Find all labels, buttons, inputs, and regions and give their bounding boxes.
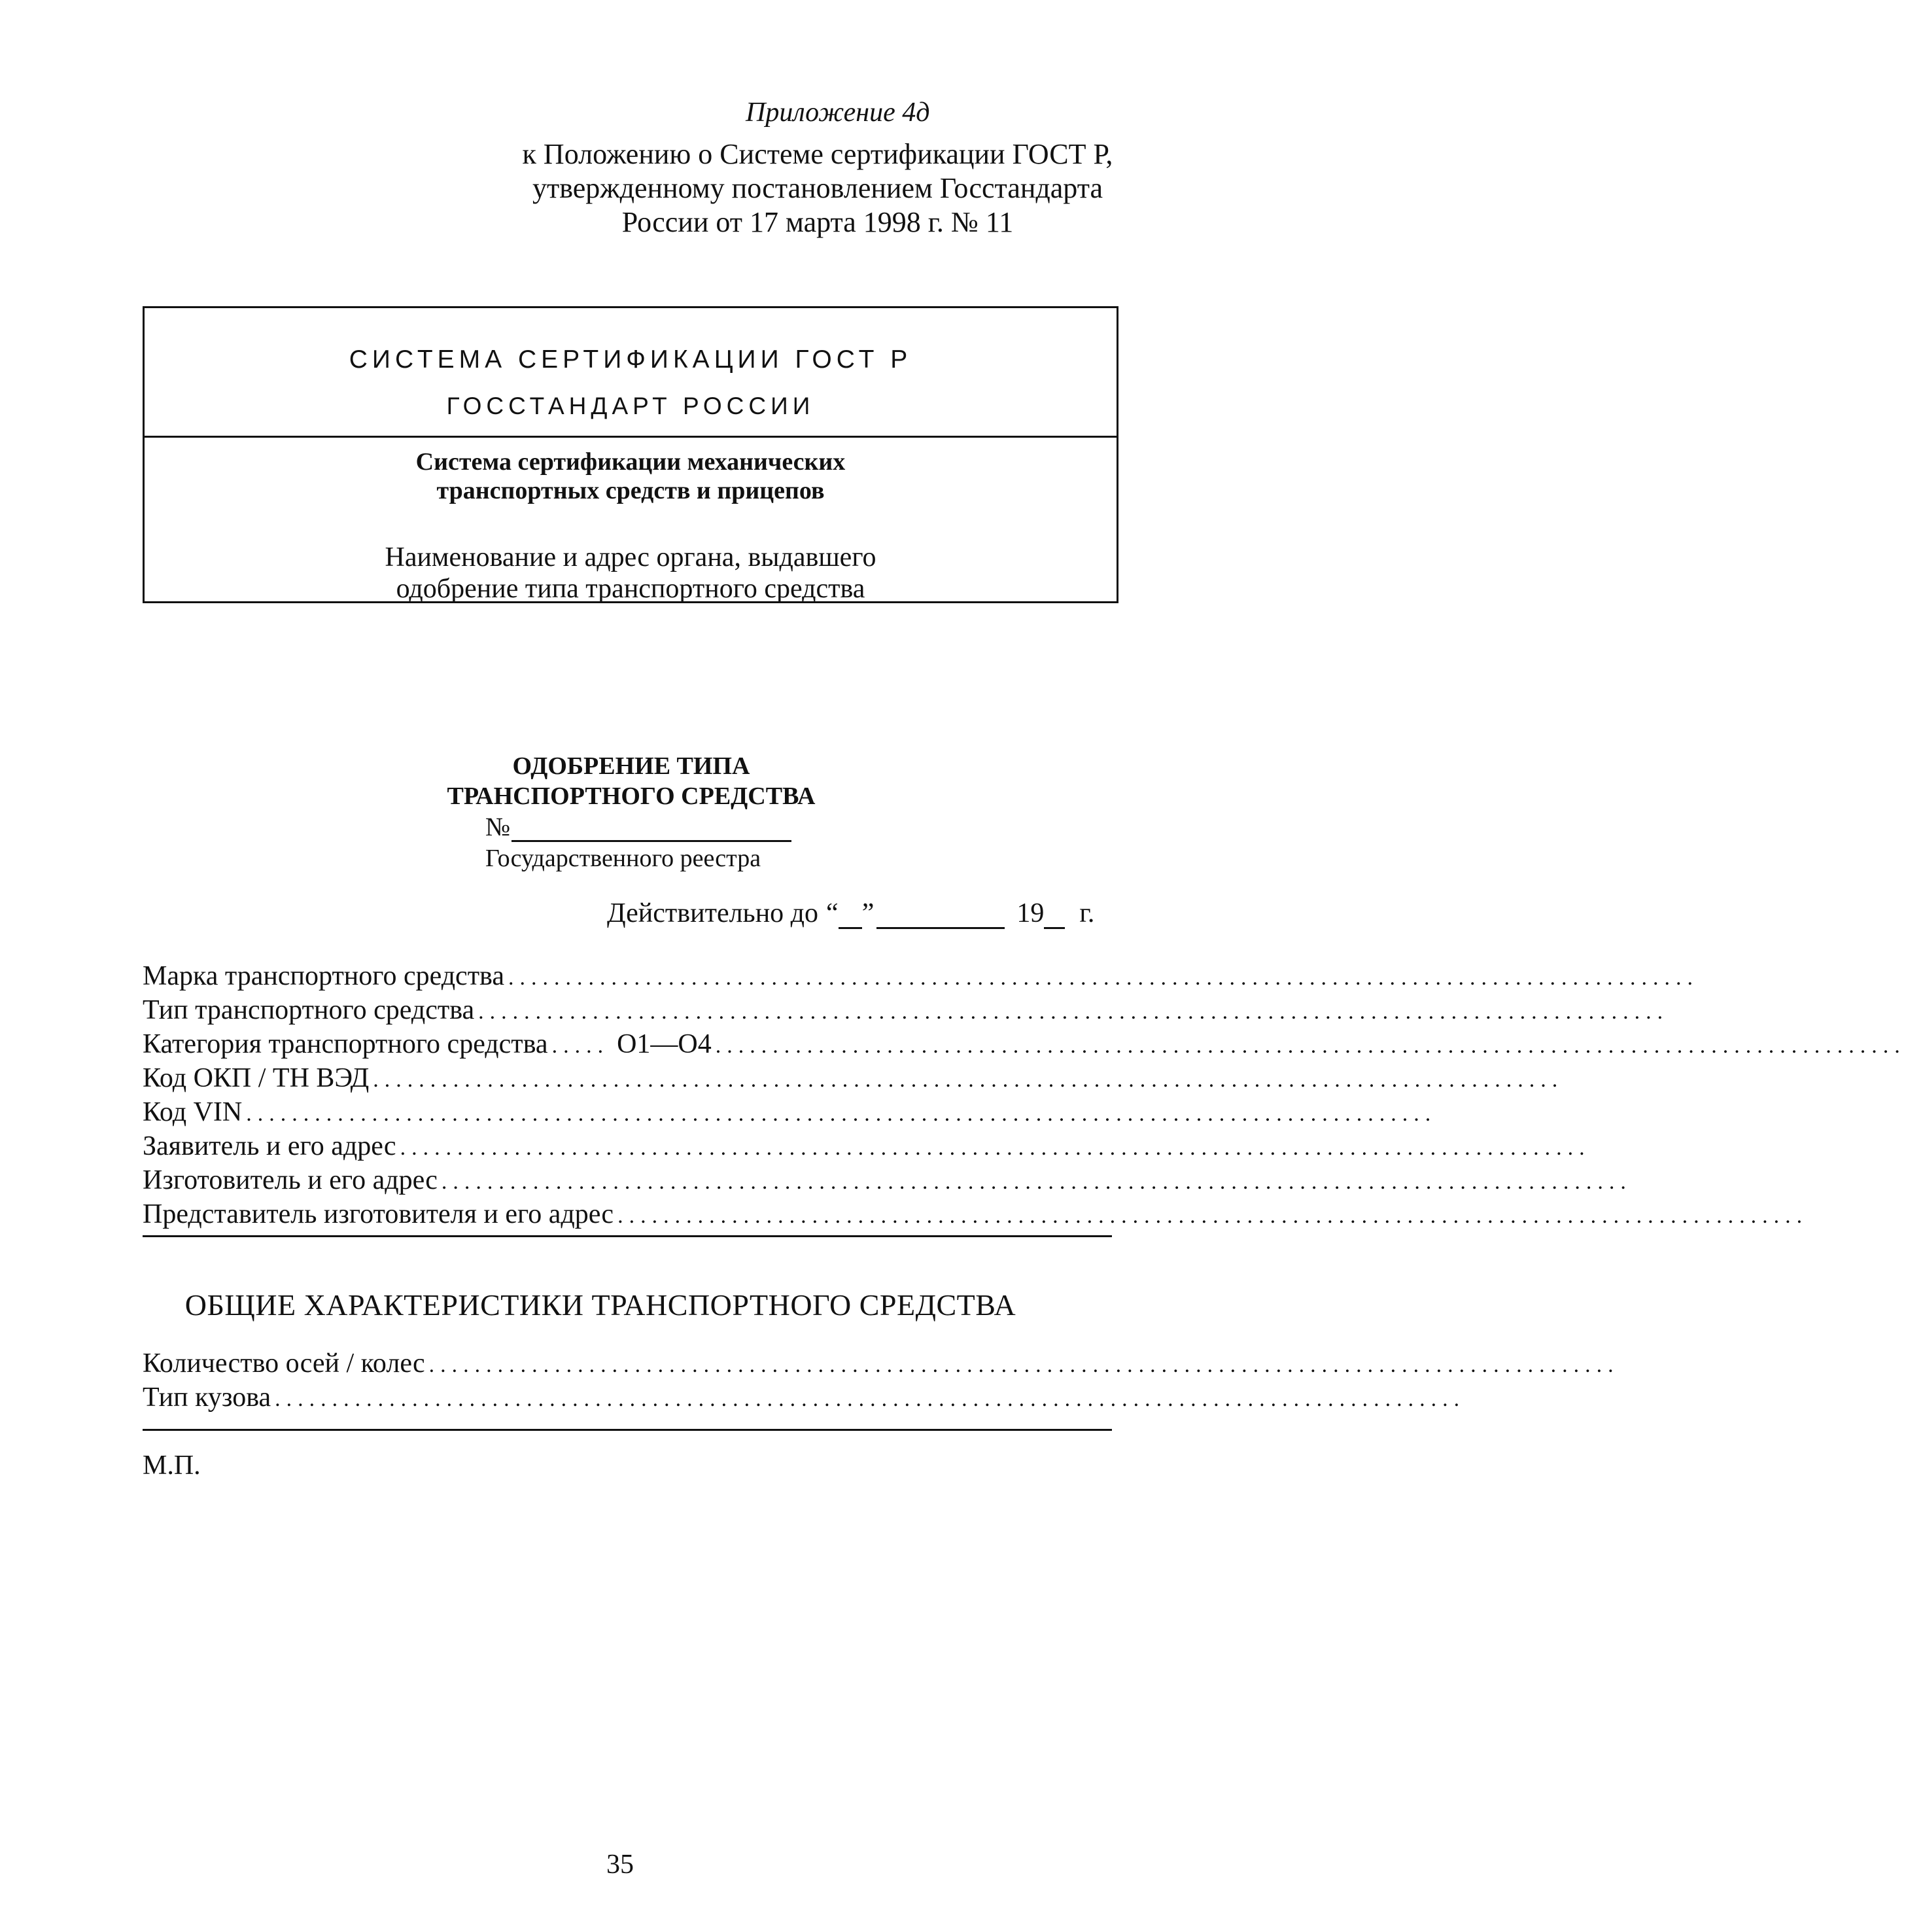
dot-leader: ........................................................................................................ — [478, 1000, 1669, 1024]
dot-leader: ..... — [551, 1034, 610, 1058]
open-quote: “ — [826, 898, 839, 928]
field-label: Изготовитель и его адрес — [143, 1165, 438, 1195]
dot-leader: ........................................................................................................ — [441, 1170, 1632, 1194]
field-row-brand — [143, 959, 1699, 993]
dot-leader: ........................................................................................................ — [400, 1136, 1591, 1160]
field-label: Количество осей / колес — [143, 1348, 425, 1379]
general-fields — [143, 1346, 1620, 1414]
field-row-body-type — [143, 1380, 1466, 1414]
general-characteristics-title: ОБЩИЕ ХАРАКТЕРИСТИКИ ТРАНСПОРТНОГО СРЕДСТВА — [184, 1288, 1016, 1322]
approval-number-blank — [511, 815, 791, 842]
page-number: 35 — [606, 1850, 634, 1880]
stamp-place: М.П. — [143, 1450, 201, 1481]
subsystem-name — [143, 448, 1118, 505]
field-label: Представитель изготовителя и его адрес — [143, 1199, 614, 1229]
field-row-type — [143, 993, 1669, 1027]
dot-leader: ........................................................................................................ — [428, 1353, 1620, 1377]
subsystem-line: транспортных средств и прицепов — [436, 477, 825, 504]
dot-leader: ........................................................................................................ — [275, 1387, 1466, 1411]
dot-leader: ........................................................................................................ — [246, 1102, 1437, 1126]
field-row-manufacturer — [143, 1163, 1632, 1197]
section-divider — [143, 1429, 1112, 1431]
approval-title — [392, 751, 870, 811]
system-title: СИСТЕМА СЕРТИФИКАЦИИ ГОСТ Р — [349, 345, 912, 374]
subsystem-line: Система сертификации механических — [415, 448, 846, 476]
appendix-reference — [517, 137, 1118, 239]
vehicle-fields — [143, 959, 1906, 1231]
dot-leader: ........................................................................................................ — [508, 966, 1699, 990]
field-row-vin-code — [143, 1095, 1437, 1129]
field-label: Тип кузова — [143, 1382, 271, 1413]
field-row-representative — [143, 1197, 1809, 1231]
year-blank — [1044, 904, 1065, 929]
field-value: O1—O4 — [617, 1029, 712, 1059]
approval-title-line: ОДОБРЕНИЕ ТИПА — [512, 752, 750, 780]
field-label: Марка транспортного средства — [143, 961, 504, 991]
field-label: Тип транспортного средства — [143, 995, 475, 1025]
month-blank — [876, 904, 1005, 929]
approval-number-line — [485, 811, 791, 842]
field-row-category — [143, 1027, 1906, 1061]
field-label: Код VIN — [143, 1097, 243, 1127]
appendix-reference-line: России от 17 марта 1998 г. № 11 — [621, 206, 1014, 238]
dot-leader: ........................................................................................................ — [373, 1068, 1564, 1092]
validity-prefix: Действительно до — [607, 898, 819, 928]
section-divider — [143, 1235, 1112, 1237]
header-frame-divider — [143, 436, 1118, 438]
appendix-label: Приложение 4д — [746, 97, 930, 128]
field-row-okp-code — [143, 1061, 1564, 1095]
field-label: Категория транспортного средства — [143, 1029, 548, 1059]
field-label: Заявитель и его адрес — [143, 1131, 396, 1161]
year-prefix: 19 — [1016, 898, 1045, 928]
system-subtitle: ГОССТАНДАРТ РОССИИ — [446, 393, 815, 419]
dot-leader: ........................................................................................................ — [617, 1204, 1809, 1228]
number-sign: № — [485, 812, 511, 841]
field-label: Код ОКП / ТН ВЭД — [143, 1063, 370, 1093]
registry-label: Государственного реестра — [485, 845, 761, 872]
appendix-reference-line: к Положению о Системе сертификации ГОСТ Р, — [522, 138, 1113, 170]
dot-leader: ........................................................................................................ — [715, 1034, 1906, 1058]
day-blank — [839, 904, 862, 929]
close-quote: ” — [861, 898, 875, 928]
approval-title-line: ТРАНСПОРТНОГО СРЕДСТВА — [447, 782, 816, 810]
organization-line: Наименование и адрес органа, выдавшего — [385, 542, 876, 572]
appendix-reference-line: утвержденному постановлением Госстандарта — [532, 172, 1103, 204]
field-row-axles — [143, 1346, 1620, 1380]
organization-line: одобрение типа транспортного средства — [396, 574, 865, 604]
year-suffix: г. — [1079, 898, 1095, 928]
validity-line — [607, 898, 1094, 929]
field-row-applicant — [143, 1129, 1591, 1163]
issuing-organization — [143, 542, 1118, 605]
